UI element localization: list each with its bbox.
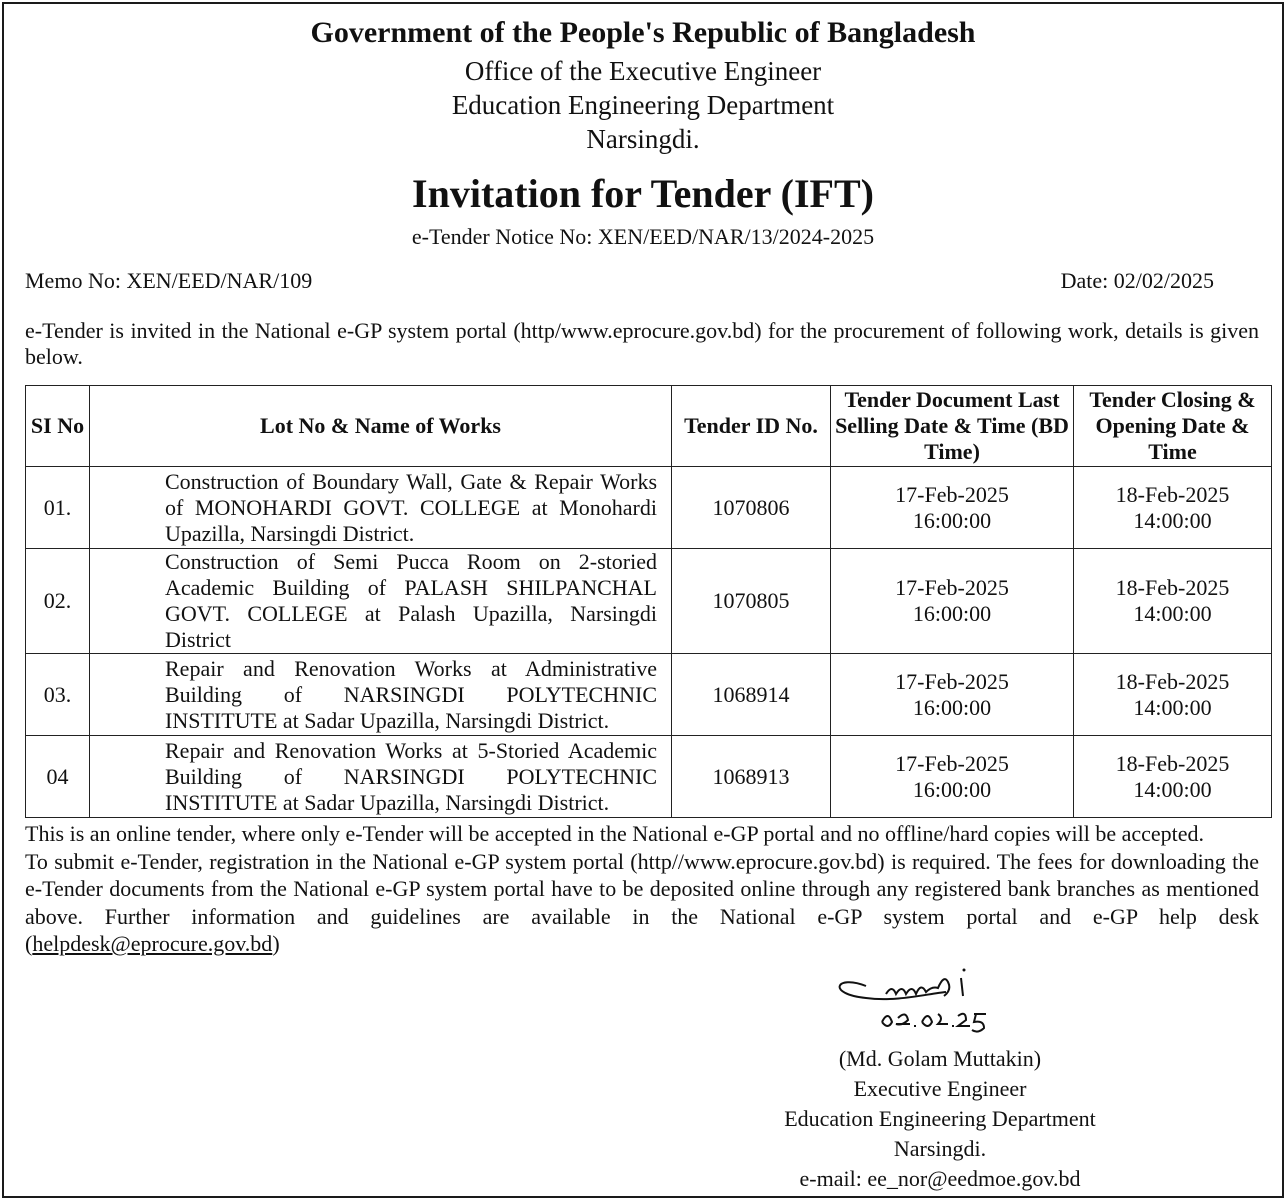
tender-id-cell: 1068914 bbox=[672, 654, 831, 736]
table-row bbox=[26, 467, 1272, 549]
closing-date: 18-Feb-2025 bbox=[1115, 668, 1230, 694]
selling-time: 16:00:00 bbox=[912, 601, 992, 626]
selling-cell bbox=[831, 736, 1074, 818]
memo-number: Memo No: XEN/EED/NAR/109 bbox=[25, 268, 313, 293]
closing-date: 18-Feb-2025 bbox=[1115, 481, 1230, 507]
registration-paragraph bbox=[25, 848, 1259, 958]
notice-number: e-Tender Notice No: XEN/EED/NAR/13/2024-2025 bbox=[411, 224, 875, 249]
sl-cell: 03. bbox=[26, 654, 90, 736]
tender-table bbox=[25, 385, 1272, 818]
closing-cell bbox=[1074, 736, 1272, 818]
registration-text-end: ) bbox=[272, 931, 280, 956]
column-header-closing: Tender Closing & Opening Date & Time bbox=[1074, 386, 1272, 467]
selling-date: 17-Feb-2025 bbox=[895, 750, 1009, 776]
works-cell bbox=[90, 467, 672, 549]
signatory-city: Narsingdi. bbox=[893, 1136, 987, 1161]
works-cell bbox=[90, 736, 672, 818]
page-title: Invitation for Tender (IFT) bbox=[412, 171, 874, 216]
selling-date: 17-Feb-2025 bbox=[895, 668, 1009, 694]
helpdesk-email-link[interactable]: helpdesk@eprocure.gov.bd bbox=[32, 931, 273, 956]
notice-date: Date: 02/02/2025 bbox=[1060, 268, 1214, 293]
closing-cell bbox=[1074, 654, 1272, 736]
selling-cell bbox=[831, 654, 1074, 736]
works-text: Construction of Semi Pucca Room on 2-storied Academic Building of PALASH SHILPANCHAL GOVT. COLLEGE at Palash Upazilla, Narsingdi District bbox=[165, 549, 657, 652]
tender-id-cell: 1068913 bbox=[672, 736, 831, 818]
government-heading: Government of the People's Republic of Bangladesh bbox=[310, 16, 976, 49]
selling-cell bbox=[831, 549, 1074, 654]
city-heading: Narsingdi. bbox=[586, 124, 700, 154]
signatory-block bbox=[764, 1044, 1116, 1194]
department-heading: Education Engineering Department bbox=[451, 90, 835, 120]
handwritten-signature bbox=[826, 964, 1006, 1044]
works-text: Construction of Boundary Wall, Gate & Repair Works of MONOHARDI GOVT. COLLEGE at Monohardi Upazilla, Narsingdi District. bbox=[165, 468, 657, 546]
works-cell bbox=[90, 549, 672, 654]
closing-date: 18-Feb-2025 bbox=[1115, 750, 1230, 776]
signatory-designation: Executive Engineer bbox=[853, 1076, 1027, 1101]
registration-text: To submit e-Tender, registration in the National e-GP system portal (http//www.eprocure.gov.bd) is required. The fees for downloading the e-Tender documents from the National e-GP system portal have to be deposited online through any registered bank branches as mentioned above. Further information and guidelines are available in the National e-GP system portal and e-GP help desk ( bbox=[25, 848, 1259, 956]
column-header-tender-id: Tender ID No. bbox=[672, 386, 831, 467]
column-header-works: Lot No & Name of Works bbox=[90, 386, 672, 467]
signatory-name: (Md. Golam Muttakin) bbox=[838, 1046, 1042, 1071]
works-text: Repair and Renovation Works at 5-Storied Academic Building of NARSINGDI POLYTECHNIC INSTITUTE at Sadar Upazilla, Narsingdi District. bbox=[165, 737, 657, 815]
office-heading: Office of the Executive Engineer bbox=[464, 56, 822, 86]
closing-cell bbox=[1074, 549, 1272, 654]
selling-time: 16:00:00 bbox=[912, 776, 992, 802]
table-row bbox=[26, 549, 1272, 654]
selling-time: 16:00:00 bbox=[912, 694, 992, 720]
closing-cell bbox=[1074, 467, 1272, 549]
selling-date: 17-Feb-2025 bbox=[895, 575, 1009, 600]
selling-time: 16:00:00 bbox=[912, 507, 992, 533]
intro-paragraph: e-Tender is invited in the National e-GP system portal (http/www.eprocure.gov.bd) for the procurement of following work, details is given below. bbox=[25, 318, 1259, 369]
column-header-selling: Tender Document Last Selling Date & Time (BD Time) bbox=[831, 386, 1074, 467]
column-header-sl: SI No bbox=[26, 386, 90, 467]
terms-text bbox=[25, 820, 1259, 958]
signatory-department: Education Engineering Department bbox=[784, 1106, 1096, 1131]
works-text: Repair and Renovation Works at Administrative Building of NARSINGDI POLYTECHNIC INSTITUTE at Sadar Upazilla, Narsingdi District. bbox=[165, 655, 657, 733]
works-cell bbox=[90, 654, 672, 736]
closing-time: 14:00:00 bbox=[1133, 507, 1212, 533]
closing-time: 14:00:00 bbox=[1133, 776, 1212, 802]
sl-cell: 02. bbox=[26, 549, 90, 654]
closing-date: 18-Feb-2025 bbox=[1115, 575, 1230, 600]
signatory-email: e-mail: ee_nor@eedmoe.gov.bd bbox=[799, 1166, 1081, 1191]
online-tender-paragraph: This is an online tender, where only e-Tender will be accepted in the National e-GP portal and no offline/hard copies will be accepted. bbox=[25, 821, 1205, 846]
closing-time: 14:00:00 bbox=[1133, 694, 1212, 720]
closing-time: 14:00:00 bbox=[1133, 601, 1212, 626]
selling-date: 17-Feb-2025 bbox=[895, 481, 1009, 507]
table-row bbox=[26, 736, 1272, 818]
selling-cell bbox=[831, 467, 1074, 549]
tender-id-cell: 1070805 bbox=[672, 549, 831, 654]
sl-cell: 04 bbox=[26, 736, 90, 818]
tender-notice-page bbox=[2, 2, 1284, 1198]
tender-id-cell: 1070806 bbox=[672, 467, 831, 549]
sl-cell: 01. bbox=[26, 467, 90, 549]
table-row bbox=[26, 654, 1272, 736]
table-header-row bbox=[26, 386, 1272, 467]
